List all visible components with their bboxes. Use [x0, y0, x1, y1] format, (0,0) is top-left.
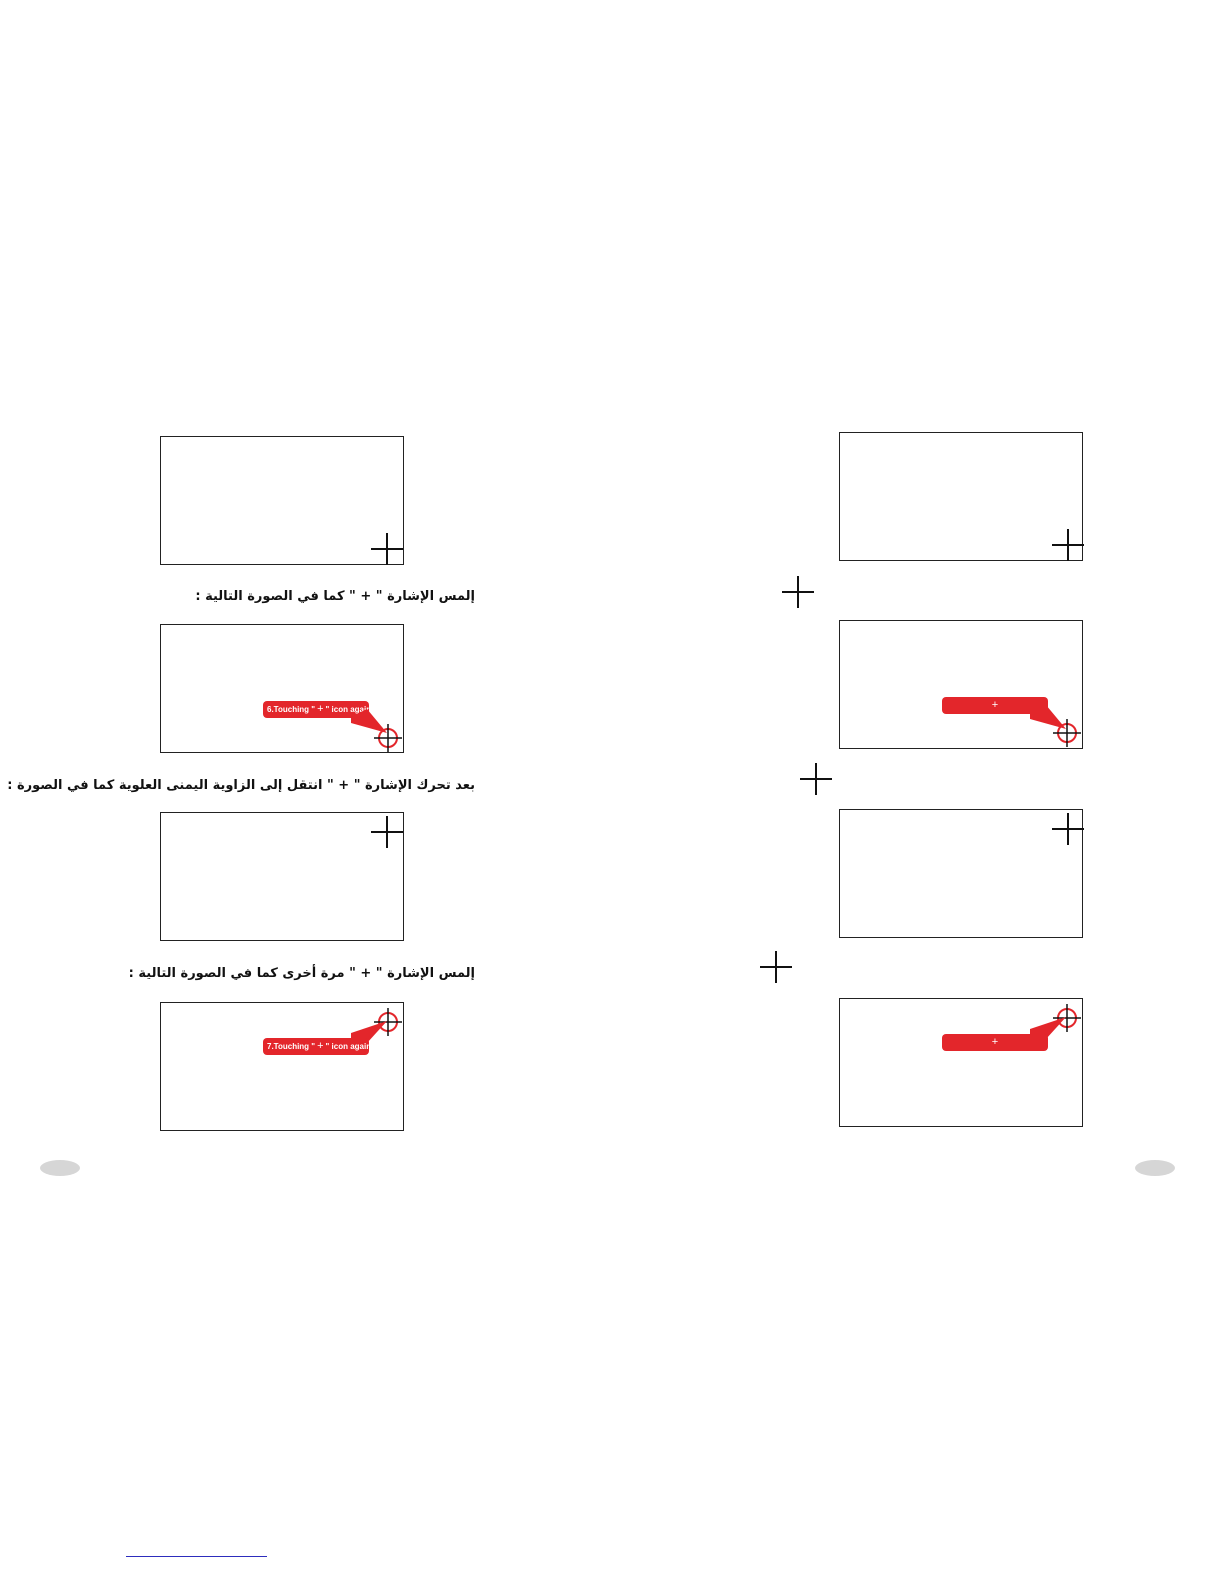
- screen-frame-7: [839, 809, 1083, 938]
- blank-callout: [942, 1034, 1048, 1051]
- callout-text-prefix: 7.Touching ": [267, 1042, 316, 1051]
- plus-icon: +: [317, 703, 324, 715]
- crosshair-icon: [782, 576, 814, 608]
- callout-text-suffix: " icon again: [325, 705, 372, 714]
- crosshair-icon: [371, 816, 403, 848]
- page-marker-right: [1135, 1160, 1175, 1176]
- target-icon: [374, 724, 402, 752]
- screen-frame-1: [160, 436, 404, 565]
- target-icon: [1053, 719, 1081, 747]
- screen-frame-3: [160, 812, 404, 941]
- instruction-caption-1: إلمس الإشارة " + " كما في الصورة التالية :: [195, 589, 475, 604]
- crosshair-icon: [371, 533, 403, 565]
- screen-frame-2: [160, 624, 404, 753]
- crosshair-icon: [1052, 529, 1084, 561]
- footer-rule: [126, 1556, 267, 1557]
- touch-again-callout: [263, 1038, 372, 1055]
- screen-frame-4: [160, 1002, 404, 1131]
- crosshair-icon: [760, 951, 792, 983]
- instruction-caption-3: إلمس الإشارة " + " مرة أخرى كما في الصورة التالية :: [128, 966, 475, 981]
- crosshair-icon: [1052, 813, 1084, 845]
- plus-icon: +: [991, 699, 999, 711]
- callout-text-suffix: " icon again: [325, 1042, 372, 1051]
- instruction-caption-2: بعد تحرك الإشارة " + " انتقل إلى الزاوية اليمنى العلوية كما في الصورة :: [7, 778, 475, 793]
- page-marker-left: [40, 1160, 80, 1176]
- screen-frame-5: [839, 432, 1083, 561]
- crosshair-icon: [800, 763, 832, 795]
- screen-frame-8: [839, 998, 1083, 1127]
- plus-icon: +: [317, 1040, 324, 1052]
- callout-text-prefix: 6.Touching ": [267, 705, 316, 714]
- plus-icon: +: [991, 1036, 999, 1048]
- screen-frame-6: [839, 620, 1083, 749]
